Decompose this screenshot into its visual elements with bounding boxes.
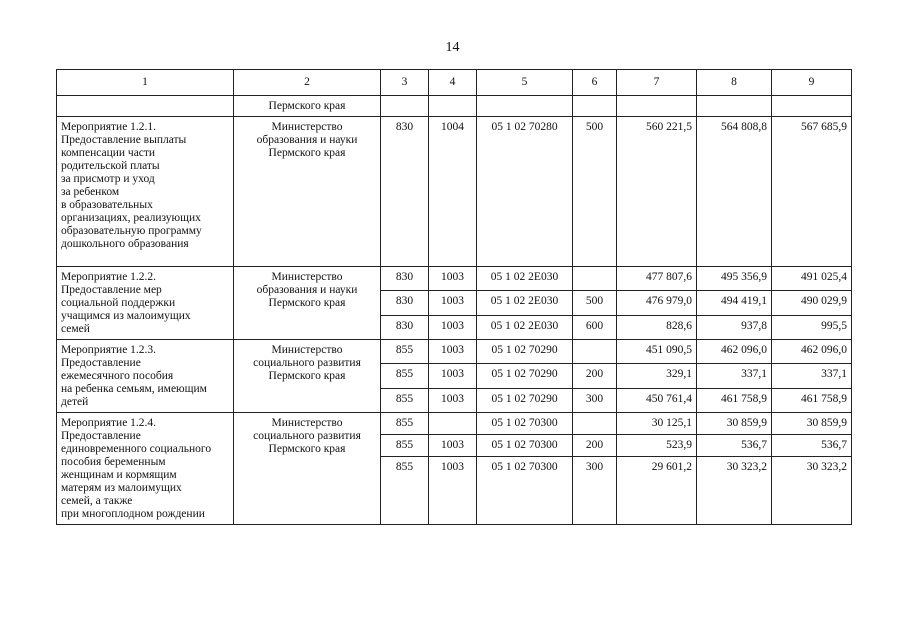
header-col-9: 9 — [772, 70, 852, 96]
amount-year-3: 462 096,0 — [772, 340, 852, 364]
amount-year-1: 476 979,0 — [617, 291, 697, 315]
amount-year-2: 564 808,8 — [697, 117, 772, 267]
section-code: 1003 — [429, 267, 477, 291]
section-code: 1003 — [429, 435, 477, 457]
empty-cell — [697, 96, 772, 117]
expense-type-code — [573, 413, 617, 435]
empty-cell — [772, 96, 852, 117]
section-code: 1004 — [429, 117, 477, 267]
table-row — [57, 267, 852, 291]
empty-cell — [573, 96, 617, 117]
grbs-code: 830 — [381, 291, 429, 315]
empty-cell — [617, 96, 697, 117]
budget-table — [56, 69, 852, 525]
amount-year-3: 567 685,9 — [772, 117, 852, 267]
section-code: 1003 — [429, 340, 477, 364]
amount-year-3: 995,5 — [772, 315, 852, 339]
amount-year-2: 461 758,9 — [697, 388, 772, 412]
empty-cell — [429, 96, 477, 117]
amount-year-2: 494 419,1 — [697, 291, 772, 315]
responsible-organization: Министерство социального развития Пермского края — [234, 340, 381, 413]
section-code: 1003 — [429, 388, 477, 412]
target-article-code: 05 1 02 2E030 — [477, 291, 573, 315]
amount-year-2: 495 356,9 — [697, 267, 772, 291]
amount-year-3: 536,7 — [772, 435, 852, 457]
grbs-code: 855 — [381, 413, 429, 435]
target-article-code: 05 1 02 70280 — [477, 117, 573, 267]
expense-type-code — [573, 267, 617, 291]
amount-year-3: 461 758,9 — [772, 388, 852, 412]
amount-year-2: 536,7 — [697, 435, 772, 457]
continuation-org: Пермского края — [234, 96, 381, 117]
responsible-organization: Министерство образования и науки Пермского края — [234, 267, 381, 340]
section-code: 1003 — [429, 364, 477, 388]
table-body — [57, 96, 852, 525]
grbs-code: 830 — [381, 267, 429, 291]
expense-type-code: 200 — [573, 364, 617, 388]
empty-cell — [381, 96, 429, 117]
header-col-7: 7 — [617, 70, 697, 96]
target-article-code: 05 1 02 2E030 — [477, 267, 573, 291]
section-code — [429, 413, 477, 435]
expense-type-code: 200 — [573, 435, 617, 457]
measure-description: Мероприятие 1.2.4. Предоставление единовременного социального пособия беременным женщинам и кормящим матерям из малоимущих семей, а также при многоплодном рождении — [57, 413, 234, 525]
expense-type-code: 500 — [573, 291, 617, 315]
header-col-4: 4 — [429, 70, 477, 96]
expense-type-code: 600 — [573, 315, 617, 339]
amount-year-2: 462 096,0 — [697, 340, 772, 364]
target-article-code: 05 1 02 2E030 — [477, 315, 573, 339]
target-article-code: 05 1 02 70300 — [477, 435, 573, 457]
amount-year-1: 30 125,1 — [617, 413, 697, 435]
section-code: 1003 — [429, 291, 477, 315]
amount-year-2: 337,1 — [697, 364, 772, 388]
table-row — [57, 340, 852, 364]
table-row — [57, 413, 852, 435]
amount-year-2: 30 859,9 — [697, 413, 772, 435]
header-col-2: 2 — [234, 70, 381, 96]
measure-description: Мероприятие 1.2.2. Предоставление мер социальной поддержки учащимся из малоимущих семей — [57, 267, 234, 340]
amount-year-3: 491 025,4 — [772, 267, 852, 291]
amount-year-2: 937,8 — [697, 315, 772, 339]
expense-type-code: 300 — [573, 457, 617, 525]
amount-year-1: 451 090,5 — [617, 340, 697, 364]
expense-type-code — [573, 340, 617, 364]
grbs-code: 855 — [381, 457, 429, 525]
header-col-6: 6 — [573, 70, 617, 96]
amount-year-1: 329,1 — [617, 364, 697, 388]
grbs-code: 855 — [381, 388, 429, 412]
target-article-code: 05 1 02 70290 — [477, 364, 573, 388]
amount-year-1: 29 601,2 — [617, 457, 697, 525]
empty-cell — [477, 96, 573, 117]
amount-year-3: 30 859,9 — [772, 413, 852, 435]
continuation-row — [57, 96, 852, 117]
amount-year-1: 828,6 — [617, 315, 697, 339]
amount-year-1: 560 221,5 — [617, 117, 697, 267]
amount-year-3: 490 029,9 — [772, 291, 852, 315]
amount-year-3: 30 323,2 — [772, 457, 852, 525]
page-number: 14 — [445, 40, 460, 55]
amount-year-2: 30 323,2 — [697, 457, 772, 525]
grbs-code: 855 — [381, 364, 429, 388]
responsible-organization: Министерство социального развития Пермского края — [234, 413, 381, 525]
section-code: 1003 — [429, 315, 477, 339]
grbs-code: 855 — [381, 435, 429, 457]
grbs-code: 830 — [381, 117, 429, 267]
grbs-code: 830 — [381, 315, 429, 339]
header-row — [57, 70, 852, 96]
table-row — [57, 117, 852, 267]
target-article-code: 05 1 02 70290 — [477, 340, 573, 364]
continuation-desc — [57, 96, 234, 117]
amount-year-1: 450 761,4 — [617, 388, 697, 412]
measure-description: Мероприятие 1.2.1. Предоставление выплаты компенсации части родительской платы за присмотр и уход за ребенком в образовательных организациях, реализующих образовательную программу дошкольного образования — [57, 117, 234, 267]
measure-description: Мероприятие 1.2.3. Предоставление ежемесячного пособия на ребенка семьям, имеющим детей — [57, 340, 234, 413]
expense-type-code: 300 — [573, 388, 617, 412]
target-article-code: 05 1 02 70300 — [477, 413, 573, 435]
target-article-code: 05 1 02 70300 — [477, 457, 573, 525]
header-col-8: 8 — [697, 70, 772, 96]
responsible-organization: Министерство образования и науки Пермского края — [234, 117, 381, 267]
header-col-5: 5 — [477, 70, 573, 96]
amount-year-3: 337,1 — [772, 364, 852, 388]
header-col-3: 3 — [381, 70, 429, 96]
amount-year-1: 523,9 — [617, 435, 697, 457]
header-col-1: 1 — [57, 70, 234, 96]
amount-year-1: 477 807,6 — [617, 267, 697, 291]
expense-type-code: 500 — [573, 117, 617, 267]
target-article-code: 05 1 02 70290 — [477, 388, 573, 412]
grbs-code: 855 — [381, 340, 429, 364]
section-code: 1003 — [429, 457, 477, 525]
